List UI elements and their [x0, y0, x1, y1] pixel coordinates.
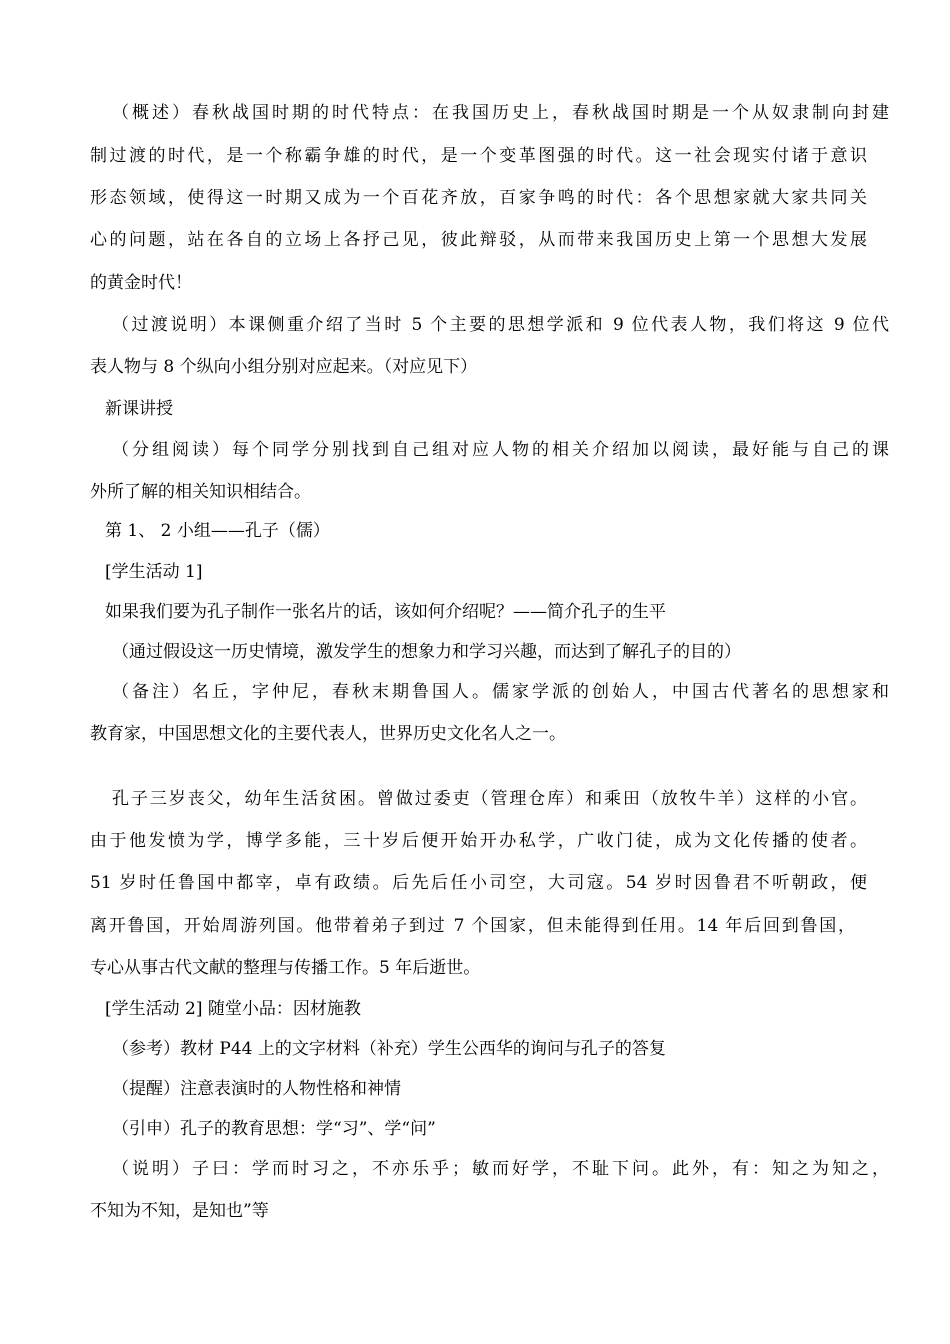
student-activity-1-heading: [学生活动 1]: [105, 562, 203, 582]
paragraph-overview-line-5: 的黄金时代！: [90, 273, 192, 293]
activity-2-reminder: （提醒）注意表演时的人物性格和神情: [112, 1079, 401, 1099]
paragraph-note-line-1: （备注）名丘，字仲尼，春秋末期鲁国人。儒家学派的创始人，中国古代著名的思想家和: [112, 682, 889, 702]
activity-2-reference: （参考）教材 P44 上的文字材料（补充）学生公西华的询问与孔子的答复: [112, 1039, 666, 1059]
activity-2-extension: （引申）孔子的教育思想：学“习”、学“问”: [112, 1119, 436, 1139]
paragraph-transition-line-1: （过渡说明）本课侧重介绍了当时 5 个主要的思想学派和 9 位代表人物，我们将这 9 位代: [112, 315, 889, 335]
paragraph-overview-line-1: （概述）春秋战国时期的时代特点：在我国历史上，春秋战国时期是一个从奴隶制向封建: [112, 103, 889, 123]
activity-1-question: 如果我们要为孔子制作一张名片的话，该如何介绍呢？——简介孔子的生平: [105, 602, 666, 622]
paragraph-biography-line-5: 专心从事古代文献的整理与传播工作。5 年后逝世。: [90, 958, 481, 978]
paragraph-group-reading-line-2: 外所了解的相关知识相结合。: [90, 482, 311, 502]
paragraph-overview-line-4: 心的问题，站在各自的立场上各抒己见，彼此辩驳，从而带来我国历史上第一个思想大发展: [90, 230, 867, 250]
group-heading-confucius: 第 1、 2 小组——孔子（儒）: [105, 521, 330, 541]
paragraph-overview-line-3: 形态领域，使得这一时期又成为一个百花齐放，百家争鸣的时代：各个思想家就大家共同关: [90, 188, 867, 208]
paragraph-explanation-line-1: （说明）子曰：学而时习之，不亦乐乎；敏而好学，不耻下问。此外，有：知之为知之，: [112, 1159, 889, 1179]
paragraph-explanation-line-2: 不知为不知，是知也”等: [90, 1201, 269, 1221]
section-heading-new-lesson: 新课讲授: [105, 399, 173, 419]
paragraph-group-reading-line-1: （分组阅读）每个同学分别找到自己组对应人物的相关介绍加以阅读，最好能与自己的课: [112, 440, 889, 460]
paragraph-biography-line-4: 离开鲁国，开始周游列国。他带着弟子到过 7 个国家，但未能得到任用。14 年后回到鲁国，: [90, 916, 855, 936]
student-activity-2-heading: [学生活动 2] 随堂小品：因材施教: [105, 999, 361, 1019]
activity-1-purpose: （通过假设这一历史情境，激发学生的想象力和学习兴趣，而达到了解孔子的目的）: [112, 642, 741, 662]
paragraph-transition-line-2: 表人物与 8 个纵向小组分别对应起来。（对应见下）: [90, 357, 478, 377]
paragraph-biography-line-1: 孔子三岁丧父，幼年生活贫困。曾做过委吏（管理仓库）和乘田（放牧牛羊）这样的小官。: [112, 789, 867, 809]
paragraph-note-line-2: 教育家，中国思想文化的主要代表人，世界历史文化名人之一。: [90, 724, 566, 744]
paragraph-biography-line-3: 51 岁时任鲁国中都宰，卓有政绩。后先后任小司空，大司寇。54 岁时因鲁君不听朝政，便: [90, 873, 867, 893]
paragraph-overview-line-2: 制过渡的时代，是一个称霸争雄的时代，是一个变革图强的时代。这一社会现实付诸于意识: [90, 146, 867, 166]
paragraph-biography-line-2: 由于他发愤为学，博学多能，三十岁后便开始开办私学，广收门徒，成为文化传播的使者。: [90, 831, 867, 851]
